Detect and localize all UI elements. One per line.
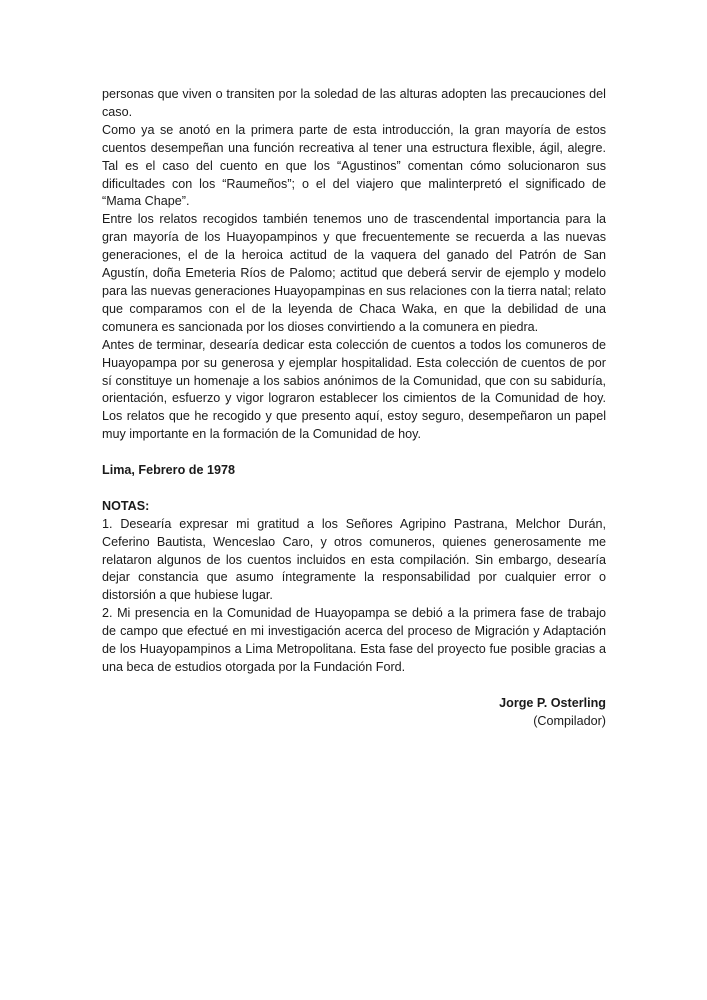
signature-role: (Compilador) (533, 713, 606, 728)
signature-name: Jorge P. Osterling (499, 695, 606, 710)
notes-heading: NOTAS: (102, 498, 150, 513)
spacer (102, 480, 606, 498)
note-item-1: 1. Desearía expresar mi gratitud a los Señores Agripino Pastrana, Melchor Durán, Ceferino Bautista, Wenceslao Caro, y otros comuneros, quienes generosamente me relataron algunos de los cuentos incluidos en esta compilación. Sin embargo, desearía dejar constancia que asumo íntegramente la responsabilidad por cualquier error o distorsión a que hubiese lugar. (102, 516, 606, 603)
body-paragraph-4: Antes de terminar, desearía dedicar esta colección de cuentos a todos los comuneros de Huayopampa por su generosa y ejemplar hospitalidad. Esta colección de cuentos de por sí constituye un homenaje a los sabios anónimos de la Comunidad, que con su sabiduría, orientación, esfuerzo y vigor lograron establecer los cimientos de la Comunidad de hoy. Los relatos que he recogido y que presento aquí, estoy seguro, desempeñaron un papel muy importante en la formación de la Comunidad de hoy. (102, 337, 606, 442)
document-page (102, 86, 606, 731)
body-paragraph-3: Entre los relatos recogidos también tenemos uno de trascendental importancia para la gran mayoría de los Huayopampinos y que frecuentemente se recuerda a las nuevas generaciones, el de la heroica actitud de la vaquera del ganado del Patrón de San Agustín, doña Emeteria Ríos de Palomo; actitud que deberá servir de ejemplo y modelo para las nuevas generaciones Huayopampinas en sus relaciones con la tierra natal; relato que comparamos con el de la leyenda de Chaca Waka, en que la debilidad de una comunera es sancionada por los dioses convirtiendo a la comunera en piedra. (102, 212, 606, 334)
spacer (102, 444, 606, 462)
dateline: Lima, Febrero de 1978 (102, 463, 235, 478)
note-item-2: 2. Mi presencia en la Comunidad de Huayopampa se debió a la primera fase de trabajo de campo que efectué en mi investigación acerca del proceso de Migración y Adaptación de los Huayopampinos a Lima Metropolitana. Esta fase del proyecto fue posible gracias a una beca de estudios otorgada por la Fundación Ford. (102, 606, 606, 674)
spacer (102, 677, 606, 695)
body-paragraph-2: Como ya se anotó en la primera parte de esta introducción, la gran mayoría de estos cuentos desempeñan una función recreativa al tener una estructura flexible, ágil, alegre. Tal es el caso del cuento en que los “Agustinos” comentan cómo solucionaron sus dificultades con los “Raumeños”; o el del viajero que malinterpretó el significado de “Mama Chape”. (102, 122, 606, 209)
body-paragraph-1: personas que viven o transiten por la soledad de las alturas adopten las precauciones del caso. (102, 87, 606, 119)
